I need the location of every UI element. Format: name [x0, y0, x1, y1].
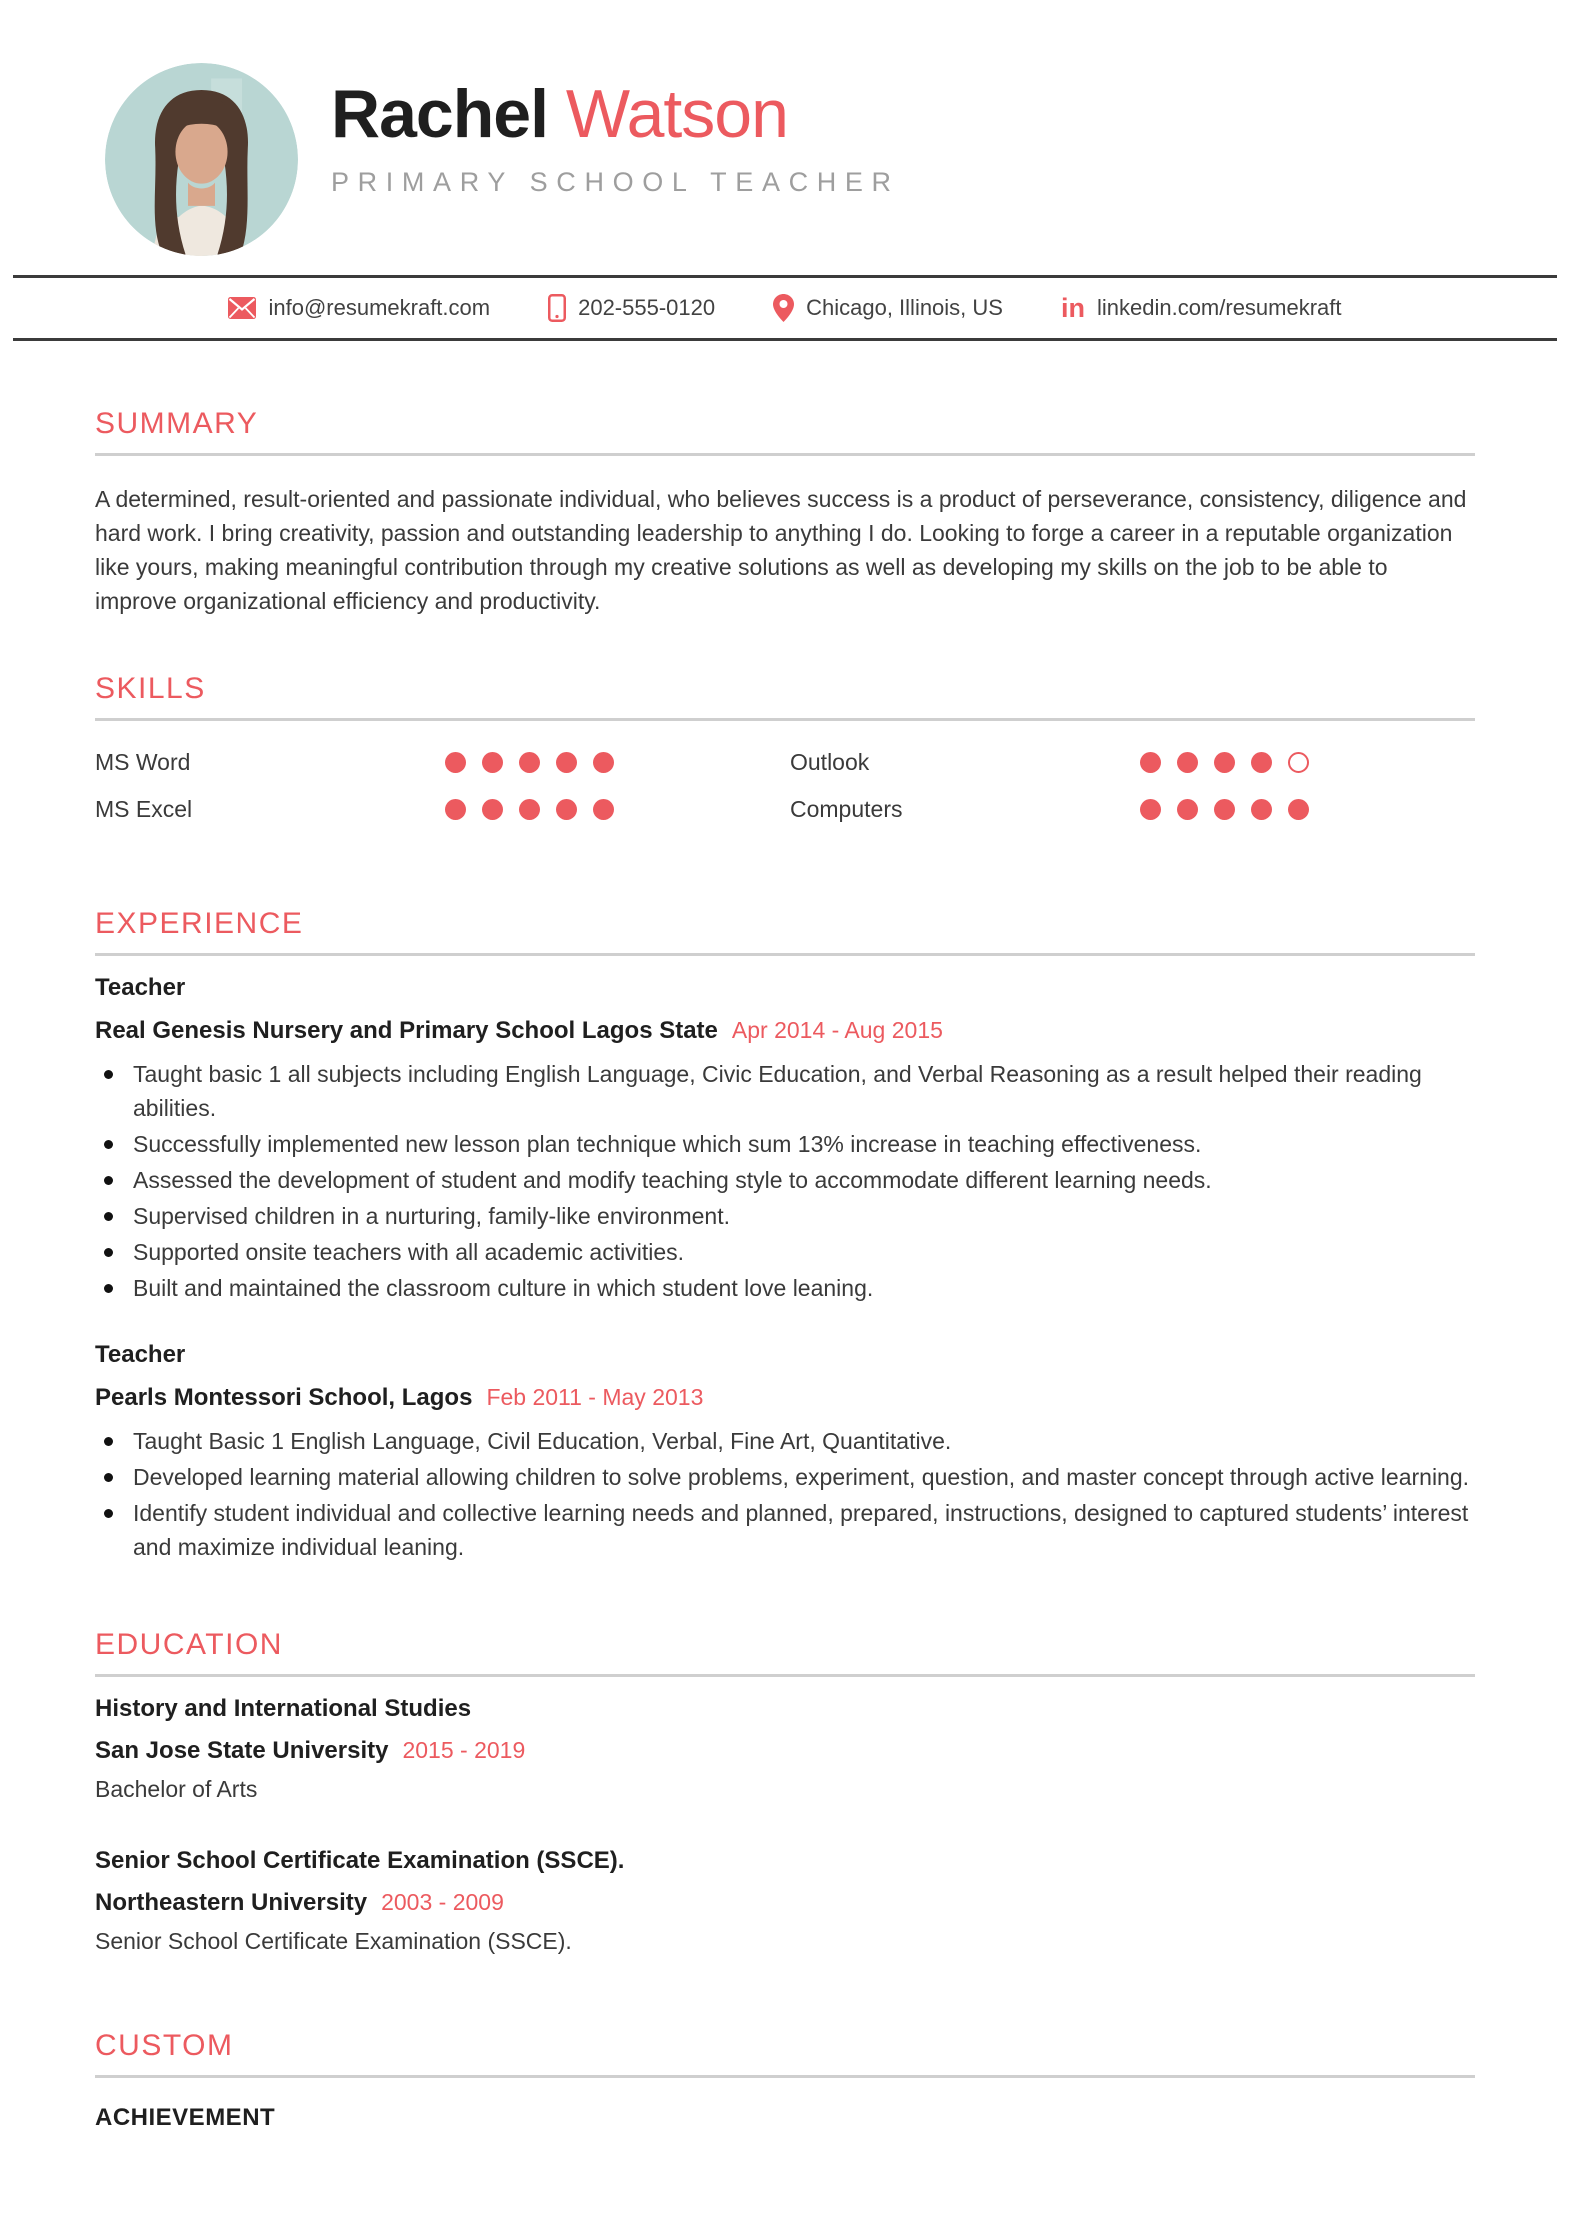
skill-dot-filled: [1251, 752, 1272, 773]
job-title: PRIMARY SCHOOL TEACHER: [331, 167, 900, 198]
job-bullet-item: Successfully implemented new lesson plan technique which sum 13% increase in teaching effectiveness.: [95, 1127, 1475, 1161]
education-school: San Jose State University: [95, 1737, 389, 1764]
skill-name: Computers: [790, 796, 903, 822]
skill-dot-filled: [482, 799, 503, 820]
job-bullet-item: Assessed the development of student and modify teaching style to accommodate different learning needs.: [95, 1163, 1475, 1197]
education-entry: [95, 1695, 1475, 1803]
job-title-text: Teacher: [95, 1341, 186, 1368]
education-program: Senior School Certificate Examination (SSCE).: [95, 1847, 625, 1874]
skill-level-dots: [1140, 752, 1309, 773]
job-bullet-item: Taught basic 1 all subjects including English Language, Civic Education, and Verbal Reasoning as a result helped their reading abilities.: [95, 1057, 1475, 1125]
name-block: [331, 63, 900, 198]
summary-text: A determined, result-oriented and passionate individual, who believes success is a product of perseverance, consistency, diligence and hard work. I bring creativity, passion and outstanding leadership to anything I do. Looking to forge a career in a reputable organization like yours, making meaningful contribution through my creative solutions as well as developing my skills on the job to be able to improve organizational efficiency and productivity.: [95, 486, 1467, 614]
contact-location: [773, 294, 1003, 322]
content: [0, 407, 1570, 2132]
section-summary: [95, 407, 1475, 618]
skill-dot-filled: [482, 752, 503, 773]
education-school: Northeastern University: [95, 1889, 368, 1916]
education-entry: [95, 1847, 1475, 1955]
skills-grid: [95, 739, 1475, 833]
first-name: Rachel: [331, 76, 548, 152]
custom-heading: CUSTOM: [95, 2029, 234, 2062]
custom-subheading: ACHIEVEMENT: [95, 2104, 276, 2131]
job-company-row: [95, 1384, 1475, 1412]
skill-dot-filled: [1140, 752, 1161, 773]
jobs-list: [95, 974, 1475, 1564]
education-dates: 2015 - 2019: [402, 1737, 526, 1763]
skill-dot-filled: [1214, 799, 1235, 820]
contact-phone-text: 202-555-0120: [578, 295, 716, 320]
section-experience: [95, 907, 1475, 1564]
job-bullet-item: Supervised children in a nurturing, family-like environment.: [95, 1199, 1475, 1233]
email-icon: [228, 297, 256, 319]
education-school-row: [95, 1889, 1475, 1917]
skill-dot-filled: [1214, 752, 1235, 773]
phone-icon: [548, 294, 566, 322]
skill-level-dots: [445, 799, 614, 820]
skill-name: MS Word: [95, 749, 191, 775]
skill-dot-empty: [1288, 752, 1309, 773]
skill-dot-filled: [519, 799, 540, 820]
job-bullet-item: Identify student individual and collective learning needs and planned, prepared, instructions, designed to captured students’ interest and maximize individual leaning.: [95, 1496, 1475, 1564]
job-bullet-item: Built and maintained the classroom culture in which student love leaning.: [95, 1271, 1475, 1305]
skill-dot-filled: [519, 752, 540, 773]
section-education: [95, 1628, 1475, 1955]
skill-item: [790, 786, 1475, 833]
education-note: Bachelor of Arts: [95, 1776, 258, 1802]
skill-level-dots: [1140, 799, 1309, 820]
section-divider: [95, 1674, 1475, 1677]
job-company: Pearls Montessori School, Lagos: [95, 1384, 473, 1411]
skill-item: [95, 739, 780, 786]
contact-email[interactable]: [228, 295, 490, 321]
experience-heading: EXPERIENCE: [95, 907, 304, 940]
skill-dot-filled: [556, 799, 577, 820]
summary-heading: SUMMARY: [95, 407, 259, 440]
job-bullet-item: Taught Basic 1 English Language, Civil Education, Verbal, Fine Art, Quantitative.: [95, 1424, 1475, 1458]
profile-photo-illustration: [105, 63, 298, 256]
job-dates: Apr 2014 - Aug 2015: [731, 1017, 943, 1043]
education-program: History and International Studies: [95, 1695, 472, 1722]
section-divider: [95, 453, 1475, 456]
job-bullet-item: Developed learning material allowing children to solve problems, experiment, question, and master concept through active learning.: [95, 1460, 1475, 1494]
contact-location-text: Chicago, Illinois, US: [806, 295, 1003, 320]
job-title-text: Teacher: [95, 974, 186, 1001]
skill-dot-filled: [1251, 799, 1272, 820]
skill-dot-filled: [556, 752, 577, 773]
contact-linkedin[interactable]: [1060, 292, 1342, 323]
job-bullet-item: Supported onsite teachers with all academic activities.: [95, 1235, 1475, 1269]
education-dates: 2003 - 2009: [381, 1889, 504, 1915]
linkedin-icon: in: [1060, 292, 1085, 323]
location-pin-icon: [773, 294, 794, 322]
job-bullet-list: [95, 1424, 1475, 1564]
skill-dot-filled: [445, 752, 466, 773]
skill-dot-filled: [593, 799, 614, 820]
section-divider: [95, 2075, 1475, 2078]
contact-linkedin-text: linkedin.com/resumekraft: [1096, 295, 1342, 320]
header: [0, 0, 1570, 256]
education-heading: EDUCATION: [95, 1628, 283, 1661]
contact-email-text: info@resumekraft.com: [268, 295, 491, 320]
experience-entry: [95, 974, 1475, 1305]
section-skills: [95, 672, 1475, 833]
last-name: Watson: [565, 76, 788, 152]
education-list: [95, 1695, 1475, 1955]
contact-bar: [13, 275, 1557, 341]
skill-dot-filled: [445, 799, 466, 820]
contact-phone: [548, 294, 715, 322]
skill-dot-filled: [1288, 799, 1309, 820]
skill-dot-filled: [1177, 799, 1198, 820]
skill-item: [790, 739, 1475, 786]
skill-dot-filled: [593, 752, 614, 773]
education-school-row: [95, 1737, 1475, 1765]
experience-entry: [95, 1341, 1475, 1564]
job-dates: Feb 2011 - May 2013: [486, 1384, 704, 1410]
job-company: Real Genesis Nursery and Primary School Lagos State: [95, 1017, 718, 1044]
skill-name: Outlook: [790, 749, 870, 775]
skills-heading: SKILLS: [95, 672, 206, 705]
job-company-row: [95, 1017, 1475, 1045]
skill-name: MS Excel: [95, 796, 193, 822]
education-note: Senior School Certificate Examination (SSCE).: [95, 1928, 572, 1954]
section-divider: [95, 953, 1475, 956]
profile-photo: [105, 63, 298, 256]
section-divider: [95, 718, 1475, 721]
section-custom: [95, 2029, 1475, 2132]
skill-level-dots: [445, 752, 614, 773]
full-name: [331, 75, 900, 153]
skill-dot-filled: [1140, 799, 1161, 820]
skill-dot-filled: [1177, 752, 1198, 773]
job-bullet-list: [95, 1057, 1475, 1305]
skill-item: [95, 786, 780, 833]
